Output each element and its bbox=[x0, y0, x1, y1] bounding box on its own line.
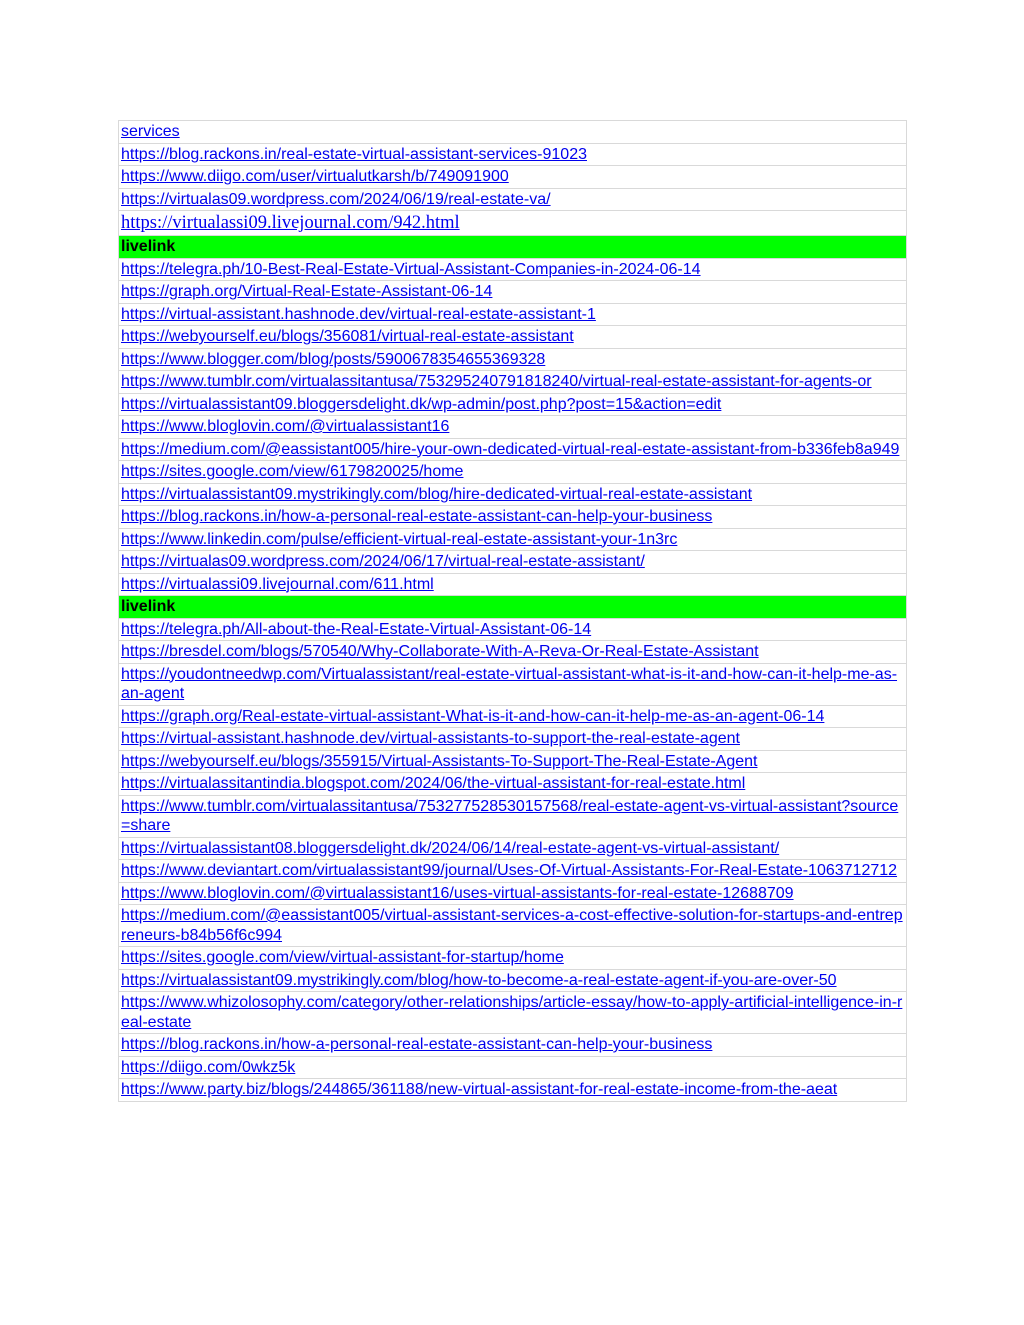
link[interactable]: https://bresdel.com/blogs/570540/Why-Collaborate-With-A-Reva-Or-Real-Estate-Assistant bbox=[121, 643, 759, 660]
link-cell[interactable] bbox=[119, 121, 907, 144]
link-cell[interactable] bbox=[119, 461, 907, 484]
link-row[interactable] bbox=[119, 969, 907, 992]
link-row[interactable] bbox=[119, 211, 907, 236]
link-row[interactable] bbox=[119, 860, 907, 883]
link[interactable]: https://virtualassistant08.bloggersdelight.dk/2024/06/14/real-estate-agent-vs-virtual-assistant/ bbox=[121, 839, 780, 857]
link-row[interactable] bbox=[119, 281, 907, 304]
link-row[interactable] bbox=[119, 773, 907, 796]
link-row[interactable] bbox=[119, 618, 907, 641]
link[interactable]: https://webyourself.eu/blogs/355915/Virtual-Assistants-To-Support-The-Real-Estate-Agent bbox=[121, 752, 758, 770]
link-row[interactable] bbox=[119, 573, 907, 596]
link-row[interactable] bbox=[119, 438, 907, 461]
link-cell[interactable] bbox=[119, 1034, 907, 1057]
link-cell[interactable] bbox=[119, 416, 907, 439]
link[interactable]: https://telegra.ph/10-Best-Real-Estate-Virtual-Assistant-Companies-in-2024-06-14 bbox=[121, 260, 701, 278]
link[interactable]: https://telegra.ph/All-about-the-Real-Estate-Virtual-Assistant-06-14 bbox=[121, 620, 592, 638]
link[interactable]: https://virtualas09.wordpress.com/2024/06/17/virtual-real-estate-assistant/ bbox=[121, 553, 645, 570]
link-row[interactable] bbox=[119, 750, 907, 773]
link-row[interactable] bbox=[119, 143, 907, 166]
link-row[interactable] bbox=[119, 728, 907, 751]
links-table bbox=[118, 120, 907, 1102]
link[interactable]: https://www.whizolosophy.com/category/other-relationships/article-essay/how-to-apply-artificial-intelligence-in-real-estate bbox=[121, 994, 903, 1031]
section-header-row bbox=[119, 236, 907, 259]
link-row[interactable] bbox=[119, 705, 907, 728]
link-cell[interactable] bbox=[119, 438, 907, 461]
link-cell[interactable] bbox=[119, 1079, 907, 1102]
link-row[interactable] bbox=[119, 483, 907, 506]
link-cell[interactable] bbox=[119, 506, 907, 529]
link-cell[interactable] bbox=[119, 641, 907, 664]
link-cell[interactable] bbox=[119, 551, 907, 574]
link-row[interactable] bbox=[119, 551, 907, 574]
link[interactable]: https://www.linkedin.com/pulse/efficient-virtual-real-estate-assistant-your-1n3rc bbox=[121, 530, 678, 548]
section-header-row bbox=[119, 596, 907, 619]
link[interactable]: https://diigo.com/0wkz5k bbox=[121, 1058, 296, 1076]
link[interactable]: https://virtual-assistant.hashnode.dev/virtual-assistants-to-support-the-real-estate-agent bbox=[121, 730, 740, 747]
link-row[interactable] bbox=[119, 188, 907, 211]
link-row[interactable] bbox=[119, 166, 907, 189]
link-row[interactable] bbox=[119, 947, 907, 970]
link-cell[interactable] bbox=[119, 143, 907, 166]
link-cell[interactable] bbox=[119, 795, 907, 837]
link[interactable]: https://www.bloglovin.com/@virtualassistant16/uses-virtual-assistants-for-real-estate-12688709 bbox=[121, 884, 794, 902]
section-header-cell: livelink bbox=[119, 596, 907, 619]
link-row[interactable] bbox=[119, 663, 907, 705]
link-row[interactable] bbox=[119, 348, 907, 371]
link[interactable]: https://blog.rackons.in/real-estate-virtual-assistant-services-91023 bbox=[121, 145, 587, 163]
link-cell[interactable] bbox=[119, 303, 907, 326]
link[interactable]: https://www.tumblr.com/virtualassitantusa/753295240791818240/virtual-real-estate-assistant-for-agents-or bbox=[121, 373, 872, 390]
link-row[interactable] bbox=[119, 506, 907, 529]
link[interactable]: https://blog.rackons.in/how-a-personal-real-estate-assistant-can-help-your-business bbox=[121, 1036, 713, 1053]
link[interactable]: https://virtual-assistant.hashnode.dev/virtual-real-estate-assistant-1 bbox=[121, 305, 596, 323]
link-cell[interactable] bbox=[119, 992, 907, 1034]
link[interactable]: https://graph.org/Real-estate-virtual-assistant-What-is-it-and-how-can-it-help-me-as-an-agent-06-14 bbox=[121, 707, 825, 725]
link-row[interactable] bbox=[119, 837, 907, 860]
link[interactable]: services bbox=[121, 123, 180, 140]
link-cell[interactable] bbox=[119, 281, 907, 304]
link-row[interactable] bbox=[119, 641, 907, 664]
link-cell[interactable] bbox=[119, 188, 907, 211]
link-cell[interactable] bbox=[119, 728, 907, 751]
link[interactable]: https://medium.com/@eassistant005/hire-your-own-dedicated-virtual-real-estate-assistant-from-b336feb8a949 bbox=[121, 440, 900, 458]
link-row[interactable] bbox=[119, 461, 907, 484]
link[interactable]: https://youdontneedwp.com/Virtualassistant/real-estate-virtual-assistant-what-is-it-and-how-can-it-help-me-as-an-agent bbox=[121, 665, 898, 702]
link-cell[interactable] bbox=[119, 969, 907, 992]
link-row[interactable] bbox=[119, 303, 907, 326]
link-row[interactable] bbox=[119, 992, 907, 1034]
link[interactable]: https://blog.rackons.in/how-a-personal-real-estate-assistant-can-help-your-business bbox=[121, 508, 713, 525]
section-header-cell: livelink bbox=[119, 236, 907, 259]
link[interactable]: https://virtualas09.wordpress.com/2024/06/19/real-estate-va/ bbox=[121, 190, 551, 208]
link-cell[interactable] bbox=[119, 882, 907, 905]
link[interactable]: https://virtualassistant09.mystrikingly.com/blog/hire-dedicated-virtual-real-estate-assistant bbox=[121, 485, 753, 503]
link[interactable]: https://www.party.biz/blogs/244865/361188/new-virtual-assistant-for-real-estate-income-from-the-aeat bbox=[121, 1081, 838, 1098]
link-cell[interactable] bbox=[119, 773, 907, 796]
link-cell[interactable] bbox=[119, 528, 907, 551]
link[interactable]: https://virtualassistant09.mystrikingly.com/blog/how-to-become-a-real-estate-agent-if-you-are-over-50 bbox=[121, 971, 837, 989]
link-row[interactable] bbox=[119, 393, 907, 416]
link-cell[interactable] bbox=[119, 371, 907, 394]
link[interactable]: https://sites.google.com/view/6179820025/home bbox=[121, 463, 464, 480]
link-cell[interactable] bbox=[119, 618, 907, 641]
link-cell[interactable] bbox=[119, 905, 907, 947]
link-cell[interactable] bbox=[119, 573, 907, 596]
link-cell[interactable] bbox=[119, 750, 907, 773]
link-cell[interactable] bbox=[119, 166, 907, 189]
link-row[interactable] bbox=[119, 905, 907, 947]
link-cell[interactable] bbox=[119, 326, 907, 349]
link-cell[interactable] bbox=[119, 258, 907, 281]
link[interactable]: https://www.deviantart.com/virtualassistant99/journal/Uses-Of-Virtual-Assistants-For-Real-Estate-1063712712 bbox=[121, 862, 898, 879]
link-row[interactable] bbox=[119, 371, 907, 394]
link-row[interactable] bbox=[119, 258, 907, 281]
link-cell[interactable] bbox=[119, 483, 907, 506]
link-row[interactable] bbox=[119, 1056, 907, 1079]
link-row[interactable] bbox=[119, 121, 907, 144]
link-row[interactable] bbox=[119, 1079, 907, 1102]
link-cell[interactable] bbox=[119, 393, 907, 416]
link[interactable]: https://graph.org/Virtual-Real-Estate-Assistant-06-14 bbox=[121, 283, 493, 300]
link[interactable]: https://virtualassi09.livejournal.com/942.html bbox=[121, 213, 460, 233]
link-row[interactable] bbox=[119, 882, 907, 905]
link[interactable]: https://sites.google.com/view/virtual-assistant-for-startup/home bbox=[121, 949, 564, 966]
link[interactable]: https://www.bloglovin.com/@virtualassistant16 bbox=[121, 418, 450, 435]
link[interactable]: https://virtualassi09.livejournal.com/611.html bbox=[121, 575, 434, 593]
link-row[interactable] bbox=[119, 1034, 907, 1057]
link-row[interactable] bbox=[119, 528, 907, 551]
link-row[interactable] bbox=[119, 416, 907, 439]
link-cell[interactable] bbox=[119, 837, 907, 860]
link-cell[interactable] bbox=[119, 947, 907, 970]
link-row[interactable] bbox=[119, 326, 907, 349]
link[interactable]: https://www.blogger.com/blog/posts/5900678354655369328 bbox=[121, 350, 546, 368]
link[interactable]: https://medium.com/@eassistant005/virtual-assistant-services-a-cost-effective-solution-for-startups-and-entrepreneurs-b84b56f6c994 bbox=[121, 907, 903, 944]
link-cell[interactable] bbox=[119, 663, 907, 705]
link[interactable]: https://www.tumblr.com/virtualassitantusa/753277528530157568/real-estate-agent-vs-virtual-assistant?source=share bbox=[121, 797, 899, 834]
link-cell[interactable] bbox=[119, 211, 907, 236]
link[interactable]: https://www.diigo.com/user/virtualutkarsh/b/749091900 bbox=[121, 168, 509, 185]
link-cell[interactable] bbox=[119, 860, 907, 883]
links-table-body bbox=[119, 121, 907, 1102]
link[interactable]: https://virtualassistant09.bloggersdelight.dk/wp-admin/post.php?post=15&action=edit bbox=[121, 395, 722, 413]
link-row[interactable] bbox=[119, 795, 907, 837]
link-cell[interactable] bbox=[119, 1056, 907, 1079]
link[interactable]: https://virtualassitantindia.blogspot.com/2024/06/the-virtual-assistant-for-real-estate.html bbox=[121, 775, 746, 792]
link[interactable]: https://webyourself.eu/blogs/356081/virtual-real-estate-assistant bbox=[121, 328, 574, 345]
link-cell[interactable] bbox=[119, 348, 907, 371]
link-cell[interactable] bbox=[119, 705, 907, 728]
